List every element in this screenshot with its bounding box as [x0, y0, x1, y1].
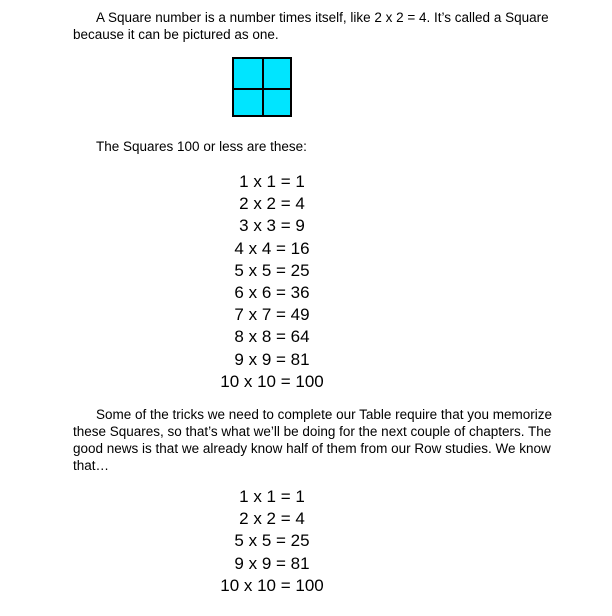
squares-intro-paragraph: The Squares 100 or less are these:: [96, 139, 307, 154]
squares-list-item: 9 x 9 = 81: [234, 349, 310, 369]
intro-paragraph: A Square number is a number times itself, like 2 x 2 = 4. It’s called a Square because it can be pictured as one.: [73, 10, 549, 42]
known-squares-list-item: 1 x 1 = 1: [239, 487, 305, 506]
squares-list-item: 2 x 2 = 4: [239, 194, 305, 214]
known-squares-list-item: 2 x 2 = 4: [239, 509, 305, 529]
square-grid-figure: [232, 57, 292, 117]
known-squares-list: [194, 486, 350, 597]
squares-list-item: 4 x 4 = 16: [234, 238, 310, 258]
squares-list-item: 3 x 3 = 9: [239, 216, 305, 236]
squares-list-item: 5 x 5 = 25: [234, 260, 310, 280]
squares-list-item: 6 x 6 = 36: [234, 283, 310, 303]
known-squares-list-item: 9 x 9 = 81: [234, 553, 310, 573]
squares-list-item: 7 x 7 = 49: [234, 305, 310, 325]
known-squares-list-item: 5 x 5 = 25: [234, 531, 310, 551]
square-grid-horizontal-divider: [234, 88, 290, 90]
squares-list: [194, 171, 350, 393]
square-grid-vertical-divider: [262, 59, 264, 115]
known-squares-list-item: 10 x 10 = 100: [220, 575, 324, 595]
tricks-paragraph: Some of the tricks we need to complete our Table require that you memorize these Squares, so that’s what we’ll be doing for the next couple of chapters. The good news is that we already know half of them from our Row studies. We know that…: [73, 407, 552, 473]
squares-list-item: 10 x 10 = 100: [220, 371, 324, 391]
squares-list-item: 1 x 1 = 1: [239, 172, 305, 191]
squares-list-item: 8 x 8 = 64: [234, 327, 310, 347]
